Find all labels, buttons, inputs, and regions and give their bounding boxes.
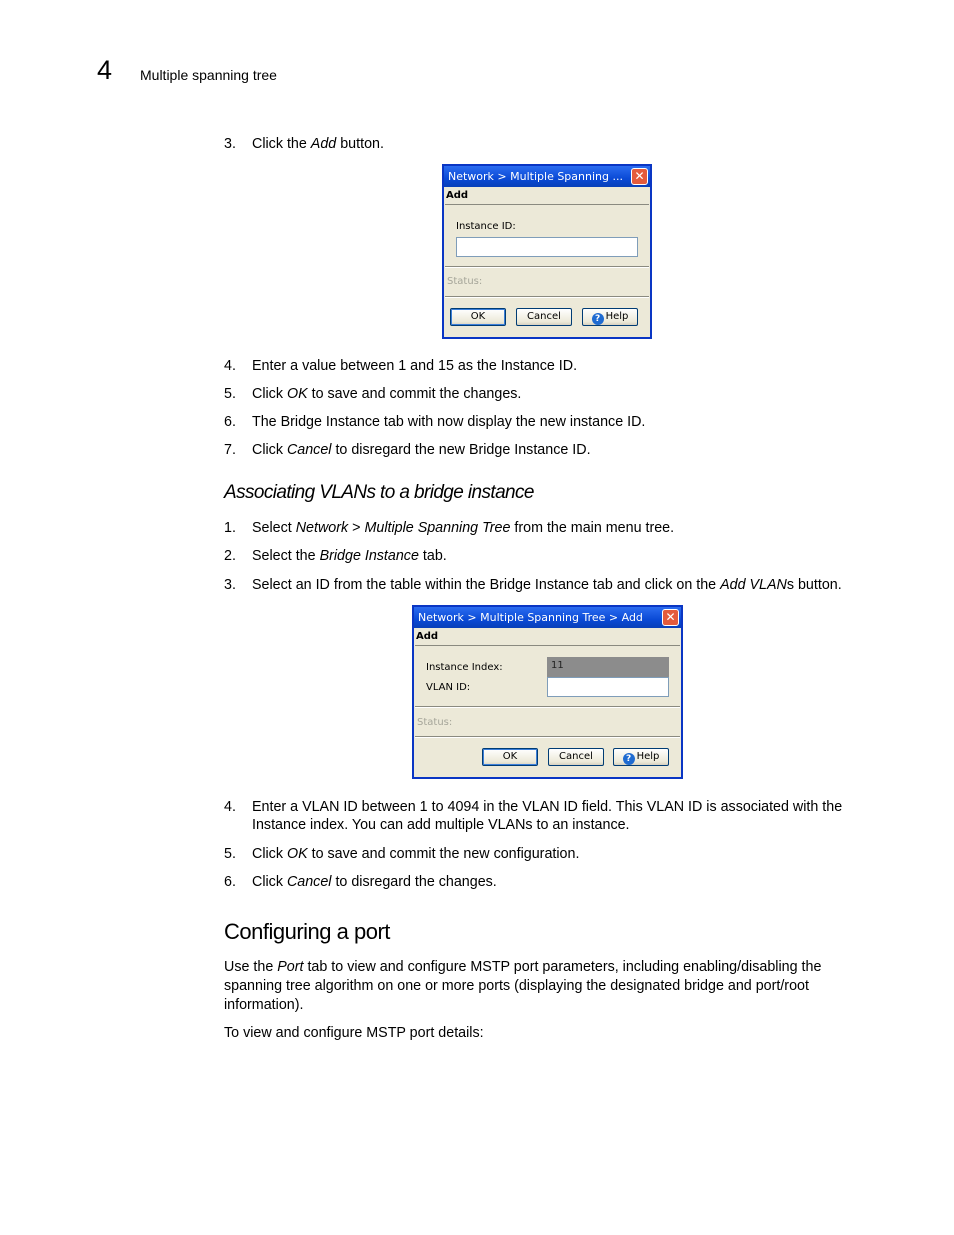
step-text — [252, 873, 864, 891]
ok-button[interactable]: OK — [482, 748, 538, 766]
step-text — [252, 385, 864, 403]
ok-button[interactable]: OK — [450, 308, 506, 326]
instance-index-field: 11 — [547, 657, 669, 677]
vlan-id-input[interactable] — [547, 677, 669, 697]
add-vlan-dialog — [412, 605, 683, 779]
step-number: 6. — [224, 414, 236, 430]
step-text: The Bridge Instance tab with now display the new instance ID. — [252, 414, 646, 430]
add-instance-dialog — [442, 164, 652, 339]
divider — [415, 736, 680, 738]
close-icon[interactable]: ✕ — [662, 609, 679, 626]
step-text-part: to disregard the changes. — [331, 874, 497, 890]
paragraph-text-part: Use the — [224, 959, 278, 975]
status-label: Status: — [447, 276, 483, 287]
step-number: 5. — [224, 386, 236, 402]
help-label: Help — [636, 751, 660, 762]
step-text-part: Click — [252, 846, 287, 862]
step-emphasis: OK — [286, 386, 308, 402]
step-text-part: to save and commit the new configuration. — [307, 846, 580, 862]
step-number: 2. — [224, 548, 236, 564]
step-emphasis: Bridge Instance — [319, 548, 419, 564]
dialog-header: Add — [445, 188, 649, 205]
vlan-id-label: VLAN ID: — [426, 682, 471, 693]
instance-id-label: Instance ID: — [456, 221, 516, 232]
divider — [415, 706, 680, 708]
instance-index-label: Instance Index: — [426, 662, 503, 673]
step-text-part: to save and commit the changes. — [307, 386, 522, 402]
step-text-part: Click — [252, 386, 287, 402]
step-emphasis: Network — [295, 520, 349, 536]
step-number: 5. — [224, 846, 236, 862]
help-icon: ? — [623, 753, 635, 765]
step-text-part: to disregard the new Bridge Instance ID. — [331, 442, 591, 458]
dialog-header: Add — [415, 629, 680, 646]
section-heading: Configuring a port — [224, 919, 390, 944]
step-text — [252, 547, 864, 565]
step-number: 1. — [224, 520, 236, 536]
step-number: 4. — [224, 799, 236, 815]
subsection-heading: Associating VLANs to a bridge instance — [224, 482, 534, 503]
instance-id-input[interactable] — [456, 237, 638, 257]
step-text — [252, 441, 864, 459]
status-label: Status: — [417, 717, 453, 728]
help-icon: ? — [592, 313, 604, 325]
paragraph-text-part: tab to view and configure MSTP port parameters, including enabling/disabling the spanning tree algorithm on one or more ports (displaying the designated bridge and port/root information). — [224, 959, 822, 1013]
step-number: 3. — [224, 136, 236, 152]
help-label: Help — [605, 311, 629, 322]
step-number: 7. — [224, 442, 236, 458]
step-emphasis: Multiple Spanning Tree — [364, 520, 511, 536]
step-number: 4. — [224, 358, 236, 374]
step-text: Enter a value between 1 and 15 as the Instance ID. — [252, 358, 578, 374]
step-text — [252, 576, 884, 594]
divider — [445, 296, 649, 298]
step-text-part: Select the — [252, 548, 320, 564]
close-icon[interactable]: ✕ — [631, 168, 648, 185]
step-text-part: button. — [336, 136, 384, 152]
step-emphasis: Cancel — [286, 442, 332, 458]
port-view-paragraph: To view and configure MSTP port details: — [224, 1025, 484, 1041]
step-number: 3. — [224, 577, 236, 593]
step-text-part: > — [348, 520, 365, 536]
chapter-number: 4 — [97, 55, 113, 85]
step-text-part: Select an ID from the table within the Bridge Instance tab and click on the — [252, 577, 721, 593]
cancel-button[interactable]: Cancel — [548, 748, 604, 766]
chapter-title: Multiple spanning tree — [140, 67, 277, 83]
step-text-part: from the main menu tree. — [510, 520, 675, 536]
divider — [445, 266, 649, 268]
help-button[interactable] — [613, 748, 669, 766]
step-text-part: tab. — [418, 548, 447, 564]
step-text: Enter a VLAN ID between 1 to 4094 in the VLAN ID field. This VLAN ID is associated with the Instance index. You can add multiple VLANs to an instance. — [252, 799, 843, 833]
step-text — [252, 519, 864, 537]
step-text — [252, 135, 864, 153]
port-intro-paragraph — [224, 958, 864, 1015]
step-number: 6. — [224, 874, 236, 890]
step-text-part: Select — [252, 520, 296, 536]
dialog-title: Network > Multiple Spanning Tree > Add — [414, 607, 681, 628]
step-text-part: Click the — [252, 136, 311, 152]
step-emphasis: Add — [310, 136, 337, 152]
step-text — [252, 845, 864, 863]
step-emphasis: Add VLAN — [720, 577, 787, 593]
paragraph-emphasis: Port — [277, 959, 304, 975]
step-text-part: s button. — [786, 577, 842, 593]
step-emphasis: OK — [286, 846, 308, 862]
dialog-title: Network > Multiple Spanning ... — [444, 166, 650, 187]
cancel-button[interactable]: Cancel — [516, 308, 572, 326]
step-emphasis: Cancel — [286, 874, 332, 890]
step-text-part: Click — [252, 442, 287, 458]
step-text-part: Click — [252, 874, 287, 890]
help-button[interactable] — [582, 308, 638, 326]
